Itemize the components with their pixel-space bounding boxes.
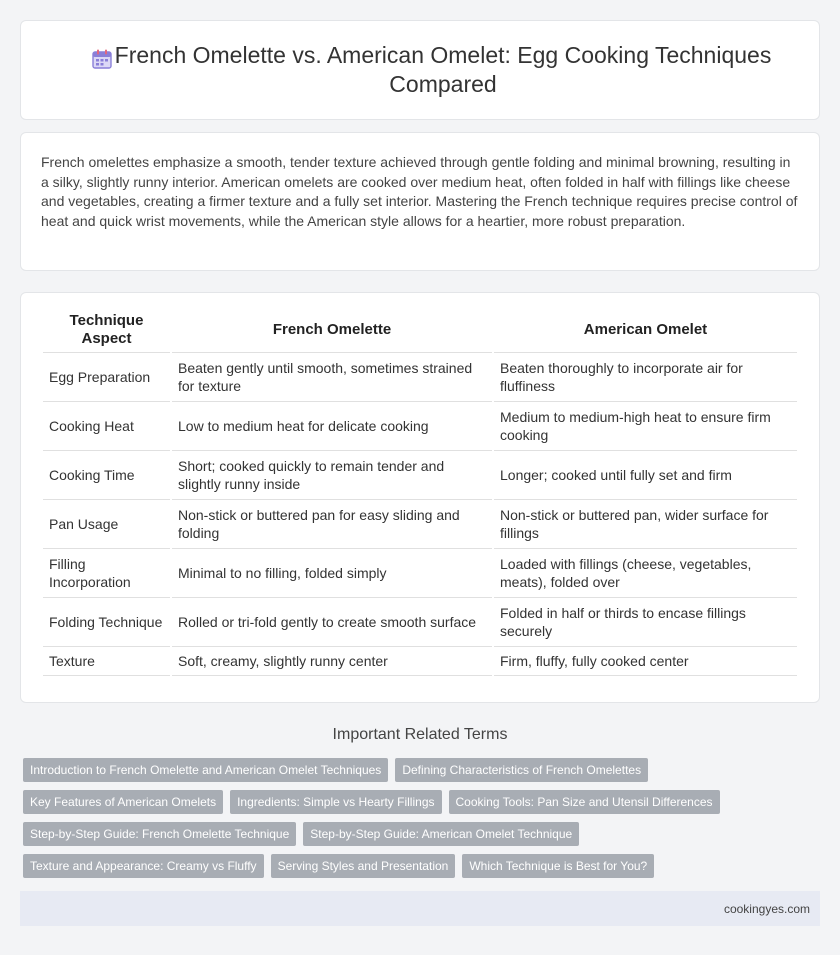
- intro-paragraph: French omelettes emphasize a smooth, tender texture achieved through gentle folding and minimal browning, resulting in a silky, slightly runny interior. American omelets are cooked over medium heat, often folded in half with fillings like cheese and vegetables, creating a firmer texture and a fully set interior. Mastering the French technique requires precise control of heat and quick wrist movements, while the American style allows for a heartier, more robust preparation.: [41, 154, 798, 229]
- related-term-link[interactable]: Defining Characteristics of French Omelettes: [395, 758, 648, 782]
- comparison-table-card: [20, 292, 820, 703]
- related-terms-list: [20, 758, 820, 878]
- table-row: [43, 451, 797, 500]
- table-cell-french: Soft, creamy, slightly runny center: [172, 647, 492, 676]
- title-wrap: [51, 41, 789, 99]
- table-cell-american: Folded in half or thirds to encase fillings securely: [494, 598, 797, 647]
- related-term-link[interactable]: Cooking Tools: Pan Size and Utensil Differences: [449, 790, 720, 814]
- calendar-icon: [91, 48, 113, 70]
- header-french-omelette: French Omelette: [172, 307, 492, 353]
- header-technique-aspect: Technique Aspect: [43, 307, 170, 353]
- related-terms-title: Important Related Terms: [332, 726, 508, 743]
- table-cell-aspect: Folding Technique: [43, 598, 170, 647]
- table-cell-french: Low to medium heat for delicate cooking: [172, 402, 492, 451]
- related-term-link[interactable]: Texture and Appearance: Creamy vs Fluffy: [23, 854, 264, 878]
- table-cell-french: Beaten gently until smooth, sometimes strained for texture: [172, 353, 492, 402]
- related-term-link[interactable]: Ingredients: Simple vs Hearty Fillings: [230, 790, 441, 814]
- related-term-link[interactable]: Serving Styles and Presentation: [271, 854, 456, 878]
- related-term-link[interactable]: Introduction to French Omelette and American Omelet Techniques: [23, 758, 388, 782]
- table-row: [43, 549, 797, 598]
- table-cell-american: Loaded with fillings (cheese, vegetables, meats), folded over: [494, 549, 797, 598]
- related-term-link[interactable]: Step-by-Step Guide: French Omelette Technique: [23, 822, 296, 846]
- footer: [20, 891, 820, 926]
- comparison-table: [41, 307, 799, 676]
- table-row: [43, 598, 797, 647]
- table-cell-aspect: Texture: [43, 647, 170, 676]
- table-row: [43, 402, 797, 451]
- table-cell-aspect: Egg Preparation: [43, 353, 170, 402]
- table-cell-american: Firm, fluffy, fully cooked center: [494, 647, 797, 676]
- table-cell-american: Medium to medium-high heat to ensure firm cooking: [494, 402, 797, 451]
- table-cell-french: Short; cooked quickly to remain tender and slightly runny inside: [172, 451, 492, 500]
- table-cell-aspect: Cooking Heat: [43, 402, 170, 451]
- title-card: [20, 20, 820, 120]
- table-cell-aspect: Filling Incorporation: [43, 549, 170, 598]
- table-cell-aspect: Pan Usage: [43, 500, 170, 549]
- header-american-omelet: American Omelet: [494, 307, 797, 353]
- table-cell-french: Non-stick or buttered pan for easy sliding and folding: [172, 500, 492, 549]
- table-row: [43, 647, 797, 676]
- table-row: [43, 353, 797, 402]
- table-cell-french: Minimal to no filling, folded simply: [172, 549, 492, 598]
- table-cell-french: Rolled or tri-fold gently to create smooth surface: [172, 598, 492, 647]
- related-term-link[interactable]: Which Technique is Best for You?: [462, 854, 654, 878]
- related-term-link[interactable]: Key Features of American Omelets: [23, 790, 223, 814]
- table-header-row: [43, 307, 797, 353]
- table-cell-american: Non-stick or buttered pan, wider surface for fillings: [494, 500, 797, 549]
- related-term-link[interactable]: Step-by-Step Guide: American Omelet Technique: [303, 822, 579, 846]
- table-cell-american: Beaten thoroughly to incorporate air for fluffiness: [494, 353, 797, 402]
- table-cell-american: Longer; cooked until fully set and firm: [494, 451, 797, 500]
- page-title: French Omelette vs. American Omelet: Egg Cooking Techniques Compared: [114, 42, 772, 97]
- footer-site-name[interactable]: cookingyes.com: [723, 901, 810, 916]
- intro-card: [20, 132, 820, 271]
- table-row: [43, 500, 797, 549]
- table-cell-aspect: Cooking Time: [43, 451, 170, 500]
